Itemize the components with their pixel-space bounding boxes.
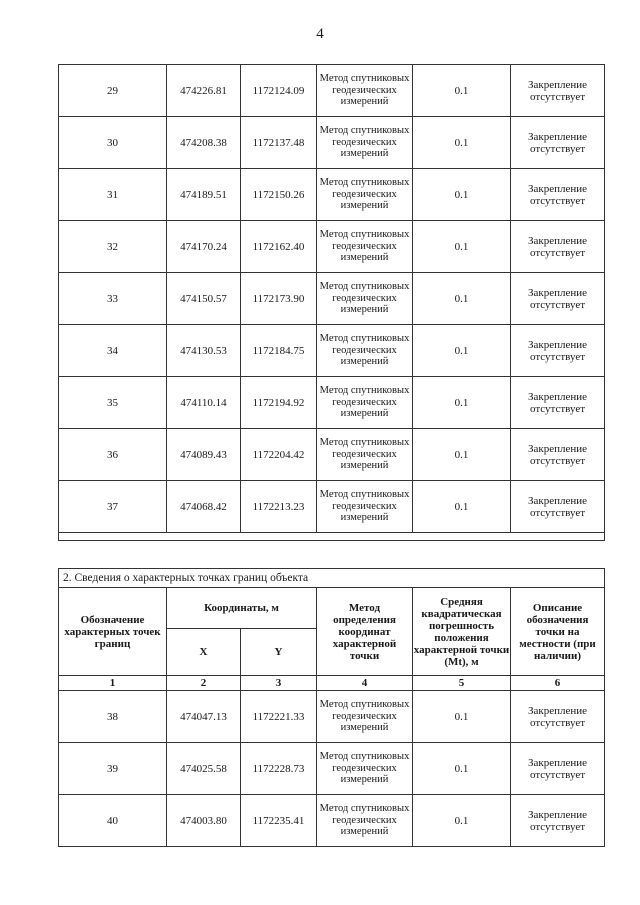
header-y: Y <box>241 629 317 676</box>
description-cell: Закрепление отсутствует <box>511 743 605 795</box>
method-cell: Метод спутниковых геодезических измерений <box>317 65 413 117</box>
method-cell: Метод спутниковых геодезических измерений <box>317 691 413 743</box>
x-cell: 474047.13 <box>167 691 241 743</box>
x-cell: 474226.81 <box>167 65 241 117</box>
point-cell: 34 <box>59 325 167 377</box>
y-cell: 1172150.26 <box>241 169 317 221</box>
description-cell: Закрепление отсутствует <box>511 429 605 481</box>
table-caption: 2. Сведения о характерных точках границ объекта <box>59 569 605 588</box>
y-cell: 1172213.23 <box>241 481 317 533</box>
x-cell: 474089.43 <box>167 429 241 481</box>
point-cell: 38 <box>59 691 167 743</box>
y-cell: 1172137.48 <box>241 117 317 169</box>
column-numbers-row <box>59 676 605 691</box>
table-bottom-row <box>59 533 605 541</box>
accuracy-cell: 0.1 <box>413 795 511 847</box>
column-number: 3 <box>241 676 317 691</box>
description-cell: Закрепление отсутствует <box>511 65 605 117</box>
point-cell: 32 <box>59 221 167 273</box>
table-row <box>59 117 605 169</box>
method-cell: Метод спутниковых геодезических измерений <box>317 169 413 221</box>
coordinates-table-continued <box>58 64 605 541</box>
accuracy-cell: 0.1 <box>413 65 511 117</box>
accuracy-cell: 0.1 <box>413 691 511 743</box>
point-cell: 40 <box>59 795 167 847</box>
y-cell: 1172228.73 <box>241 743 317 795</box>
header-accuracy: Средняя квадратическая погрешность положения характерной точки (Mt), м <box>413 588 511 676</box>
table-row <box>59 377 605 429</box>
header-coordinates: Координаты, м <box>167 588 317 629</box>
x-cell: 474189.51 <box>167 169 241 221</box>
method-cell: Метод спутниковых геодезических измерений <box>317 429 413 481</box>
method-cell: Метод спутниковых геодезических измерений <box>317 743 413 795</box>
x-cell: 474150.57 <box>167 273 241 325</box>
column-number: 1 <box>59 676 167 691</box>
table-row <box>59 691 605 743</box>
table-row <box>59 429 605 481</box>
point-cell: 31 <box>59 169 167 221</box>
description-cell: Закрепление отсутствует <box>511 795 605 847</box>
method-cell: Метод спутниковых геодезических измерений <box>317 117 413 169</box>
method-cell: Метод спутниковых геодезических измерений <box>317 795 413 847</box>
header-designation: Обозначение характерных точек границ <box>59 588 167 676</box>
description-cell: Закрепление отсутствует <box>511 325 605 377</box>
page-number: 4 <box>316 26 324 42</box>
x-cell: 474068.42 <box>167 481 241 533</box>
accuracy-cell: 0.1 <box>413 117 511 169</box>
accuracy-cell: 0.1 <box>413 481 511 533</box>
table-row <box>59 273 605 325</box>
boundary-points-table <box>58 568 605 847</box>
x-cell: 474130.53 <box>167 325 241 377</box>
method-cell: Метод спутниковых геодезических измерений <box>317 273 413 325</box>
point-cell: 35 <box>59 377 167 429</box>
column-number: 2 <box>167 676 241 691</box>
description-cell: Закрепление отсутствует <box>511 117 605 169</box>
table-row <box>59 481 605 533</box>
point-cell: 29 <box>59 65 167 117</box>
description-cell: Закрепление отсутствует <box>511 221 605 273</box>
y-cell: 1172235.41 <box>241 795 317 847</box>
y-cell: 1172124.09 <box>241 65 317 117</box>
description-cell: Закрепление отсутствует <box>511 481 605 533</box>
description-cell: Закрепление отсутствует <box>511 377 605 429</box>
x-cell: 474208.38 <box>167 117 241 169</box>
column-number: 4 <box>317 676 413 691</box>
accuracy-cell: 0.1 <box>413 169 511 221</box>
y-cell: 1172221.33 <box>241 691 317 743</box>
y-cell: 1172204.42 <box>241 429 317 481</box>
method-cell: Метод спутниковых геодезических измерений <box>317 377 413 429</box>
description-cell: Закрепление отсутствует <box>511 691 605 743</box>
description-cell: Закрепление отсутствует <box>511 273 605 325</box>
table-row <box>59 743 605 795</box>
accuracy-cell: 0.1 <box>413 377 511 429</box>
accuracy-cell: 0.1 <box>413 429 511 481</box>
x-cell: 474003.80 <box>167 795 241 847</box>
accuracy-cell: 0.1 <box>413 325 511 377</box>
empty-cell <box>59 533 605 541</box>
accuracy-cell: 0.1 <box>413 273 511 325</box>
table-row <box>59 169 605 221</box>
point-cell: 36 <box>59 429 167 481</box>
accuracy-cell: 0.1 <box>413 221 511 273</box>
table-row <box>59 795 605 847</box>
y-cell: 1172173.90 <box>241 273 317 325</box>
description-cell: Закрепление отсутствует <box>511 169 605 221</box>
y-cell: 1172184.75 <box>241 325 317 377</box>
x-cell: 474110.14 <box>167 377 241 429</box>
header-description: Описание обозначения точки на местности (при наличии) <box>511 588 605 676</box>
y-cell: 1172162.40 <box>241 221 317 273</box>
x-cell: 474025.58 <box>167 743 241 795</box>
point-cell: 39 <box>59 743 167 795</box>
method-cell: Метод спутниковых геодезических измерений <box>317 481 413 533</box>
method-cell: Метод спутниковых геодезических измерений <box>317 221 413 273</box>
table-row <box>59 221 605 273</box>
accuracy-cell: 0.1 <box>413 743 511 795</box>
method-cell: Метод спутниковых геодезических измерений <box>317 325 413 377</box>
y-cell: 1172194.92 <box>241 377 317 429</box>
table-row <box>59 325 605 377</box>
x-cell: 474170.24 <box>167 221 241 273</box>
point-cell: 30 <box>59 117 167 169</box>
table-row <box>59 65 605 117</box>
point-cell: 37 <box>59 481 167 533</box>
point-cell: 33 <box>59 273 167 325</box>
column-number: 5 <box>413 676 511 691</box>
header-x: X <box>167 629 241 676</box>
column-number: 6 <box>511 676 605 691</box>
header-method: Метод определения координат характерной точки <box>317 588 413 676</box>
